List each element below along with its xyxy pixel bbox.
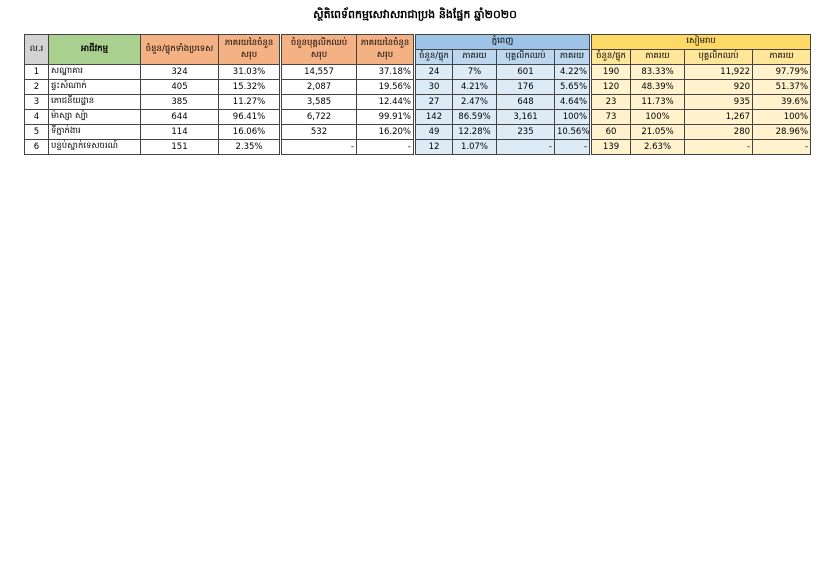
table-row — [25, 125, 811, 140]
cell-pct: 15.32% — [219, 80, 281, 95]
cell-no: 2 — [25, 80, 49, 95]
cell-activity: បន្ទប់ស្នាក់ទេសចរណ៍ — [49, 140, 141, 155]
cell-pct: 11.27% — [219, 95, 281, 110]
cell-pp-workers: 648 — [497, 95, 555, 110]
cell-workers: 532 — [281, 125, 357, 140]
cell-pp-workers-pct: 10.56% — [555, 125, 591, 140]
cell-count: 385 — [141, 95, 219, 110]
cell-pct: 31.03% — [219, 65, 281, 80]
cell-pct: 16.06% — [219, 125, 281, 140]
cell-workers-pct: 37.18% — [357, 65, 415, 80]
cell-pp-workers-pct: - — [555, 140, 591, 155]
header-pct-total: ភាគរយនៃចំនួនសរុប — [219, 35, 281, 65]
cell-pp-workers: 235 — [497, 125, 555, 140]
cell-workers-pct: 19.56% — [357, 80, 415, 95]
table-row — [25, 95, 811, 110]
cell-pp-workers-pct: 4.64% — [555, 95, 591, 110]
cell-workers: 6,722 — [281, 110, 357, 125]
cell-workers-pct: 99.91% — [357, 110, 415, 125]
cell-count: 644 — [141, 110, 219, 125]
header-workers-total: ចំនួនបុគ្គលិកឈប់សរុប — [281, 35, 357, 65]
cell-sr-pct: 83.33% — [631, 65, 685, 80]
cell-pp-workers: - — [497, 140, 555, 155]
subheader-pct: ភាគរយ — [631, 50, 685, 65]
cell-sr-workers-pct: 97.79% — [753, 65, 811, 80]
cell-pp-count: 49 — [415, 125, 453, 140]
cell-pp-workers-pct: 100% — [555, 110, 591, 125]
cell-sr-count: 60 — [591, 125, 631, 140]
cell-no: 3 — [25, 95, 49, 110]
cell-sr-count: 23 — [591, 95, 631, 110]
cell-activity: សណ្ឋាគារ — [49, 65, 141, 80]
subheader-pct2: ភាគរយ — [555, 50, 591, 65]
cell-pp-workers-pct: 4.22% — [555, 65, 591, 80]
cell-workers: 3,585 — [281, 95, 357, 110]
cell-pp-count: 142 — [415, 110, 453, 125]
cell-sr-count: 120 — [591, 80, 631, 95]
cell-activity: ភោជនីយដ្ឋាន — [49, 95, 141, 110]
table-row — [25, 140, 811, 155]
cell-activity: ផ្ទះសំណាក់ — [49, 80, 141, 95]
cell-activity: ទីភ្នាក់ងារ — [49, 125, 141, 140]
subheader-count: ចំនួន/ផ្ទុក — [591, 50, 631, 65]
cell-workers-pct: - — [357, 140, 415, 155]
cell-pp-workers-pct: 5.65% — [555, 80, 591, 95]
cell-no: 4 — [25, 110, 49, 125]
cell-sr-workers-pct: 28.96% — [753, 125, 811, 140]
cell-no: 6 — [25, 140, 49, 155]
table-row — [25, 65, 811, 80]
cell-pct: 96.41% — [219, 110, 281, 125]
subheader-workers: បុគ្គលិកឈប់ — [497, 50, 555, 65]
cell-pp-workers: 176 — [497, 80, 555, 95]
cell-sr-pct: 48.39% — [631, 80, 685, 95]
cell-sr-workers-pct: 100% — [753, 110, 811, 125]
statistics-table — [24, 34, 811, 155]
cell-sr-pct: 11.73% — [631, 95, 685, 110]
cell-pp-pct: 12.28% — [453, 125, 497, 140]
cell-no: 5 — [25, 125, 49, 140]
cell-pp-pct: 7% — [453, 65, 497, 80]
cell-sr-workers-pct: - — [753, 140, 811, 155]
cell-sr-workers: 920 — [685, 80, 753, 95]
cell-pp-pct: 2.47% — [453, 95, 497, 110]
table-row — [25, 110, 811, 125]
table-row — [25, 80, 811, 95]
cell-pp-workers: 601 — [497, 65, 555, 80]
cell-workers-pct: 12.44% — [357, 95, 415, 110]
cell-count: 151 — [141, 140, 219, 155]
subheader-pct2: ភាគរយ — [753, 50, 811, 65]
header-region-phnom-penh: ភ្នំពេញ — [415, 35, 591, 50]
cell-workers-pct: 16.20% — [357, 125, 415, 140]
cell-sr-count: 139 — [591, 140, 631, 155]
header-region-siem-reap: សៀមរាប — [591, 35, 811, 50]
cell-count: 405 — [141, 80, 219, 95]
cell-pct: 2.35% — [219, 140, 281, 155]
cell-sr-pct: 2.63% — [631, 140, 685, 155]
cell-pp-count: 27 — [415, 95, 453, 110]
cell-pp-pct: 86.59% — [453, 110, 497, 125]
subheader-pct: ភាគរយ — [453, 50, 497, 65]
cell-pp-count: 24 — [415, 65, 453, 80]
cell-sr-workers-pct: 51.37% — [753, 80, 811, 95]
cell-pp-pct: 1.07% — [453, 140, 497, 155]
cell-sr-workers-pct: 39.6% — [753, 95, 811, 110]
cell-sr-workers: 280 — [685, 125, 753, 140]
table-body — [25, 65, 811, 155]
cell-sr-workers: - — [685, 140, 753, 155]
subheader-count: ចំនួន/ផ្ទុក — [415, 50, 453, 65]
header-no: ល.រ — [25, 35, 49, 65]
cell-sr-workers: 1,267 — [685, 110, 753, 125]
cell-sr-pct: 100% — [631, 110, 685, 125]
cell-pp-count: 12 — [415, 140, 453, 155]
header-count-total: ចំនួន/ផ្ទុកទាំងប្រទេស — [141, 35, 219, 65]
cell-count: 114 — [141, 125, 219, 140]
cell-pp-pct: 4.21% — [453, 80, 497, 95]
cell-sr-count: 190 — [591, 65, 631, 80]
header-pct-workers: ភាគរយនៃចំនួនសរុប — [357, 35, 415, 65]
cell-activity: ម៉ាស្សា ស្ប៉ា — [49, 110, 141, 125]
header-activity: អាជីវកម្ម — [49, 35, 141, 65]
page-title: ស្ថិតិពេទ័ពកម្មសេវាសរាជាប្រង ​​និងផ្នែក ឆ្នាំ២០២០ — [313, 8, 517, 21]
cell-sr-count: 73 — [591, 110, 631, 125]
cell-no: 1 — [25, 65, 49, 80]
cell-count: 324 — [141, 65, 219, 80]
cell-pp-workers: 3,161 — [497, 110, 555, 125]
cell-workers: - — [281, 140, 357, 155]
cell-workers: 2,087 — [281, 80, 357, 95]
cell-sr-workers: 935 — [685, 95, 753, 110]
cell-pp-count: 30 — [415, 80, 453, 95]
cell-sr-pct: 21.05% — [631, 125, 685, 140]
cell-sr-workers: 11,922 — [685, 65, 753, 80]
subheader-workers: បុគ្គលិកឈប់ — [685, 50, 753, 65]
cell-workers: 14,557 — [281, 65, 357, 80]
